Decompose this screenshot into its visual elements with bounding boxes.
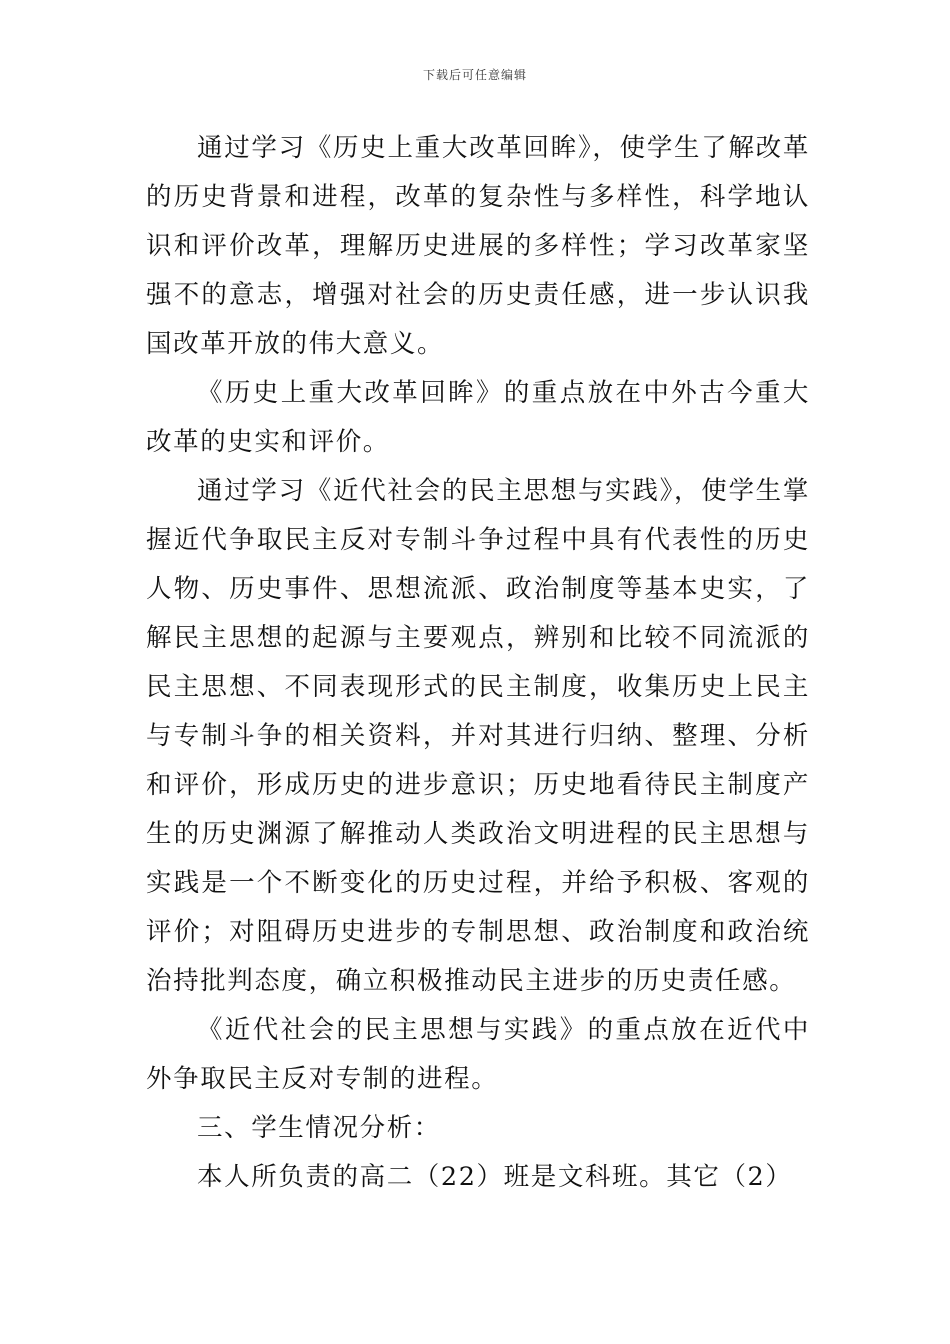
paragraph-reform-goals: 通过学习《历史上重大改革回眸》，使学生了解改革的历史背景和进程，改革的复杂性与多样性，科学地认识和评价改革，理解历史进展的多样性；学习改革家坚强不的意志，增强对社会的历史责任感，进一步认识我国改革开放的伟大意义。 xyxy=(146,133,810,359)
paragraph-class-info: 本人所负责的高二（22）班是文科班。其它（2） xyxy=(197,1162,793,1192)
paragraph-democracy-goals: 通过学习《近代社会的民主思想与实践》，使学生掌握近代争取民主反对专制斗争过程中具有代表性的历史人物、历史事件、思想流派、政治制度等基本史实，了解民主思想的起源与主要观点，辨别和比较不同流派的民主思想、不同表现形式的民主制度，收集历史上民主与专制斗争的相关资料，并对其进行归纳、整理、分析和评价，形成历史的进步意识；历史地看待民主制度产生的历史渊源了解推动人类政治文明进程的民主思想与实践是一个不断变化的历史过程，并给予积极、客观的评价；对阻碍历史进步的专制思想、政治制度和政治统治持批判态度，确立积极推动民主进步的历史责任感。 xyxy=(146,476,810,996)
paragraph-reform-focus: 《历史上重大改革回眸》的重点放在中外古今重大改革的史实和评价。 xyxy=(146,378,810,457)
document-body xyxy=(146,124,810,1202)
paragraph-democracy-focus: 《近代社会的民主思想与实践》的重点放在近代中外争取民主反对专制的进程。 xyxy=(146,1015,810,1094)
page-header: 下载后可任意编辑 xyxy=(422,68,527,82)
section-heading-student-analysis: 三、学生情况分析： xyxy=(197,1113,441,1143)
